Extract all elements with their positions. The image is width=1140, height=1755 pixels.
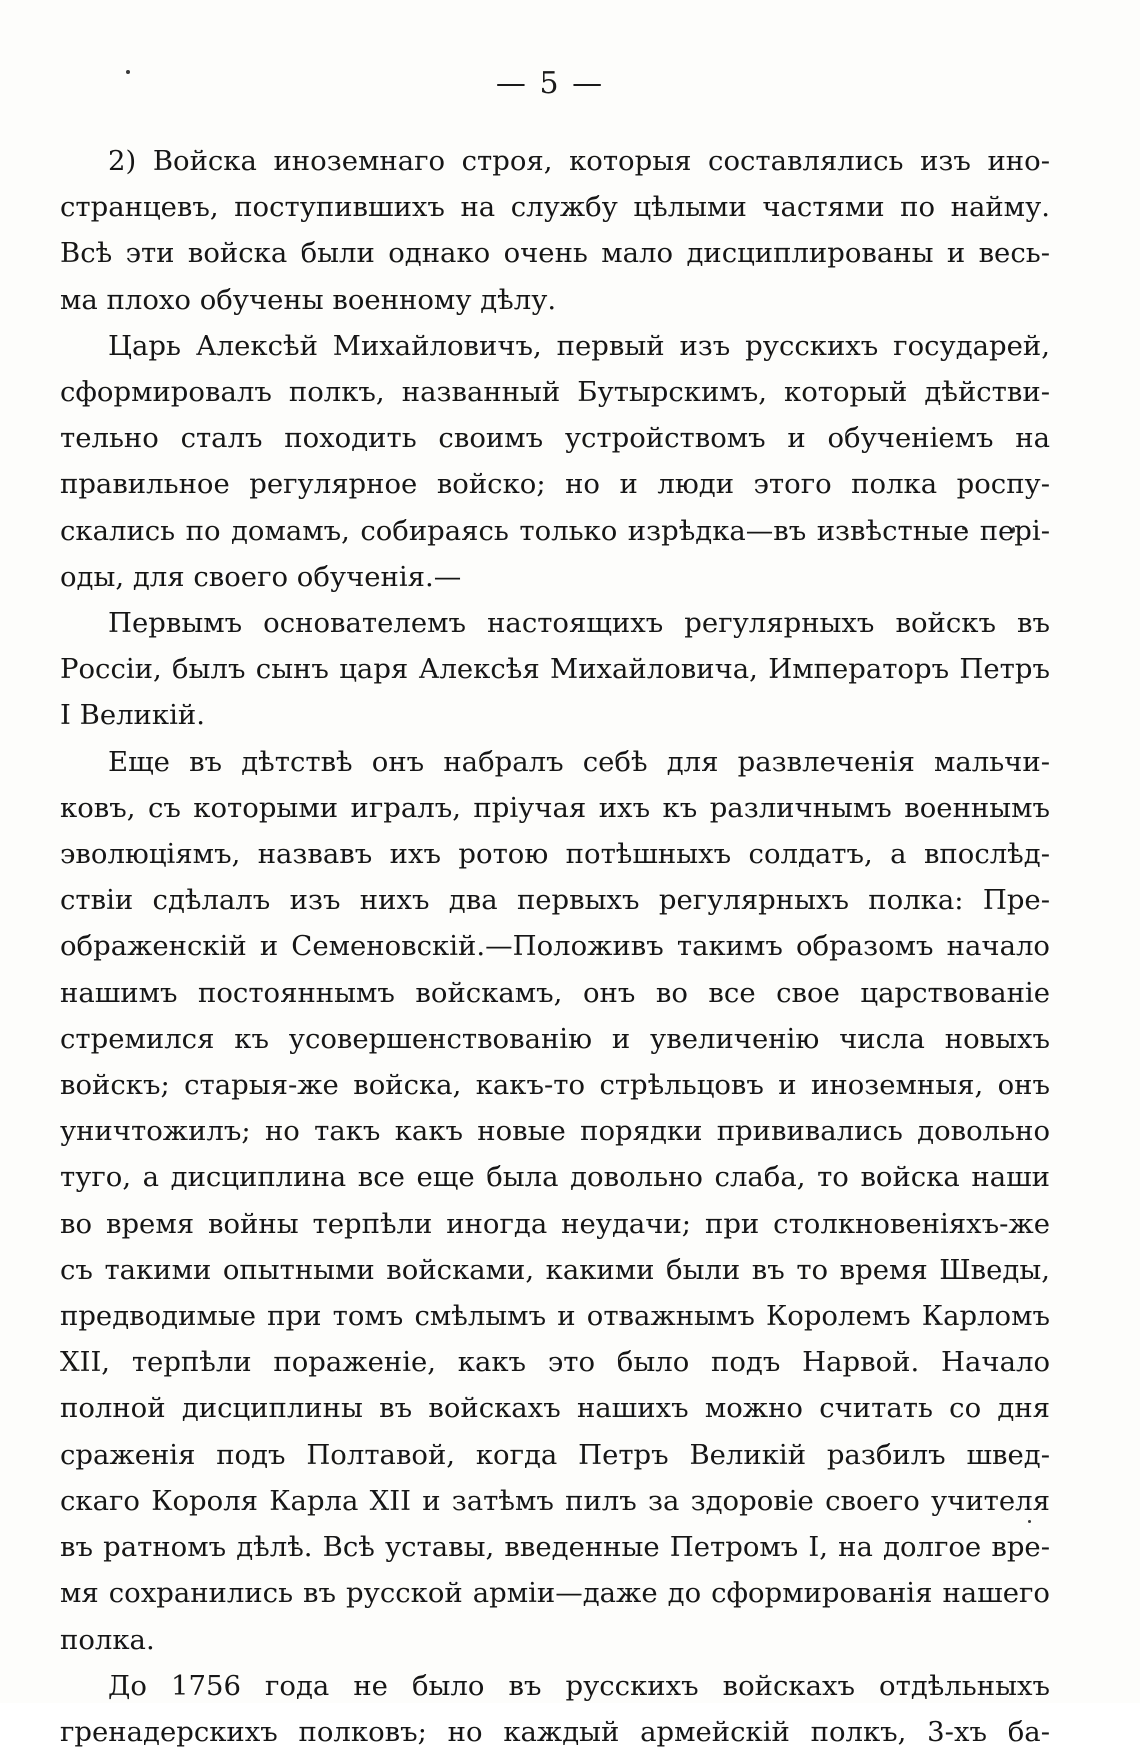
text-line: Всѣ эти войска были однако очень мало дисциплированы и весь- [60, 237, 1050, 270]
text-line: нашимъ постояннымъ войскамъ, онъ во все свое царствованіе [60, 976, 1050, 1009]
paragraph-2 [60, 323, 1050, 600]
text-line: оды, для своего обученія.— [60, 560, 462, 593]
text-line: I Великій. [60, 699, 205, 732]
text-line: Еще въ дѣтствѣ онъ набралъ себѣ для развлеченія мальчи- [108, 745, 1050, 778]
text-line: До 1756 года не было въ русскихъ войскахъ отдѣльныхъ [108, 1669, 1050, 1702]
text-line: ствіи сдѣлалъ изъ нихъ два первыхъ регулярныхъ полка: Пре- [60, 884, 1050, 917]
text-line: съ такими опытными войсками, какими были въ то время Шведы, [60, 1253, 1050, 1286]
paragraph-1 [60, 138, 1050, 323]
text-line: ображенскій и Семеновскій.—Положивъ такимъ образомъ начало [60, 930, 1050, 963]
text-line: тельно сталъ походить своимъ устройствомъ и обученіемъ на [60, 422, 1050, 455]
text-line: полка. [60, 1623, 155, 1656]
text-line: гренадерскихъ полковъ; но каждый армейскій полкъ, 3-хъ ба- [60, 1715, 1050, 1748]
text-line: сраженія подъ Полтавой, когда Петръ Великій разбилъ швед- [60, 1438, 1050, 1471]
paragraph-5 [60, 1663, 1050, 1755]
text-line: эволюціямъ, назвавъ ихъ ротою потѣшныхъ солдатъ, а впослѣд- [60, 838, 1050, 871]
text-line: скались по домамъ, собираясь только изрѣдка—въ извѣстные пері- [60, 514, 1050, 547]
scan-speck [126, 70, 130, 74]
text-line: Царь Алексѣй Михайловичъ, первый изъ русскихъ государей, [108, 329, 1050, 362]
text-line: туго, а дисциплина все еще была довольно слаба, то войска наши [60, 1161, 1050, 1194]
text-line: ковъ, съ которыми игралъ, пріучая ихъ къ различнымъ военнымъ [60, 791, 1050, 824]
text-line: странцевъ, поступившихъ на службу цѣлыми частями по найму. [60, 191, 1050, 224]
text-line: сформировалъ полкъ, названный Бутырскимъ, который дѣйстви- [60, 376, 1050, 409]
text-line: войскъ; старыя-же войска, какъ-то стрѣльцовъ и иноземныя, онъ [60, 1069, 1050, 1102]
paragraph-3 [60, 600, 1050, 739]
text-line: правильное регулярное войско; но и люди этого полка роспу- [60, 468, 1050, 501]
text-line: скаго Короля Карла XII и затѣмъ пилъ за здоровіе своего учителя [60, 1484, 1050, 1517]
text-line: Россіи, былъ сынъ царя Алексѣя Михайловича, Императоръ Петръ [60, 653, 1050, 686]
text-line: въ ратномъ дѣлѣ. Всѣ уставы, введенные Петромъ I, на долгое вре- [60, 1531, 1050, 1564]
text-line: полной дисциплины въ войскахъ нашихъ можно считать со дня [60, 1392, 1050, 1425]
text-line: во время войны терпѣли иногда неудачи; при столкновеніяхъ-же [60, 1207, 1050, 1240]
text-line: 2) Войска иноземнаго строя, которыя составлялись изъ ино- [108, 145, 1050, 177]
text-line: предводимые при томъ смѣлымъ и отважнымъ Королемъ Карломъ [60, 1300, 1050, 1333]
text-line: уничтожилъ; но такъ какъ новые порядки прививались довольно [60, 1115, 1050, 1148]
text-line: мя сохранились въ русской арміи—даже до сформированія нашего [60, 1577, 1050, 1610]
body-text [60, 138, 1050, 1755]
text-line: Первымъ основателемъ настоящихъ регулярныхъ войскъ въ [108, 607, 1050, 640]
text-line: стремился къ усовершенствованію и увеличенію числа новыхъ [60, 1022, 1050, 1055]
text-line: ма плохо обучены военному дѣлу. [60, 283, 557, 316]
page-number: — 5 — [495, 66, 605, 101]
text-line: XII, терпѣли пораженіе, какъ это было подъ Нарвой. Начало [60, 1346, 1050, 1379]
paragraph-4 [60, 739, 1050, 1663]
